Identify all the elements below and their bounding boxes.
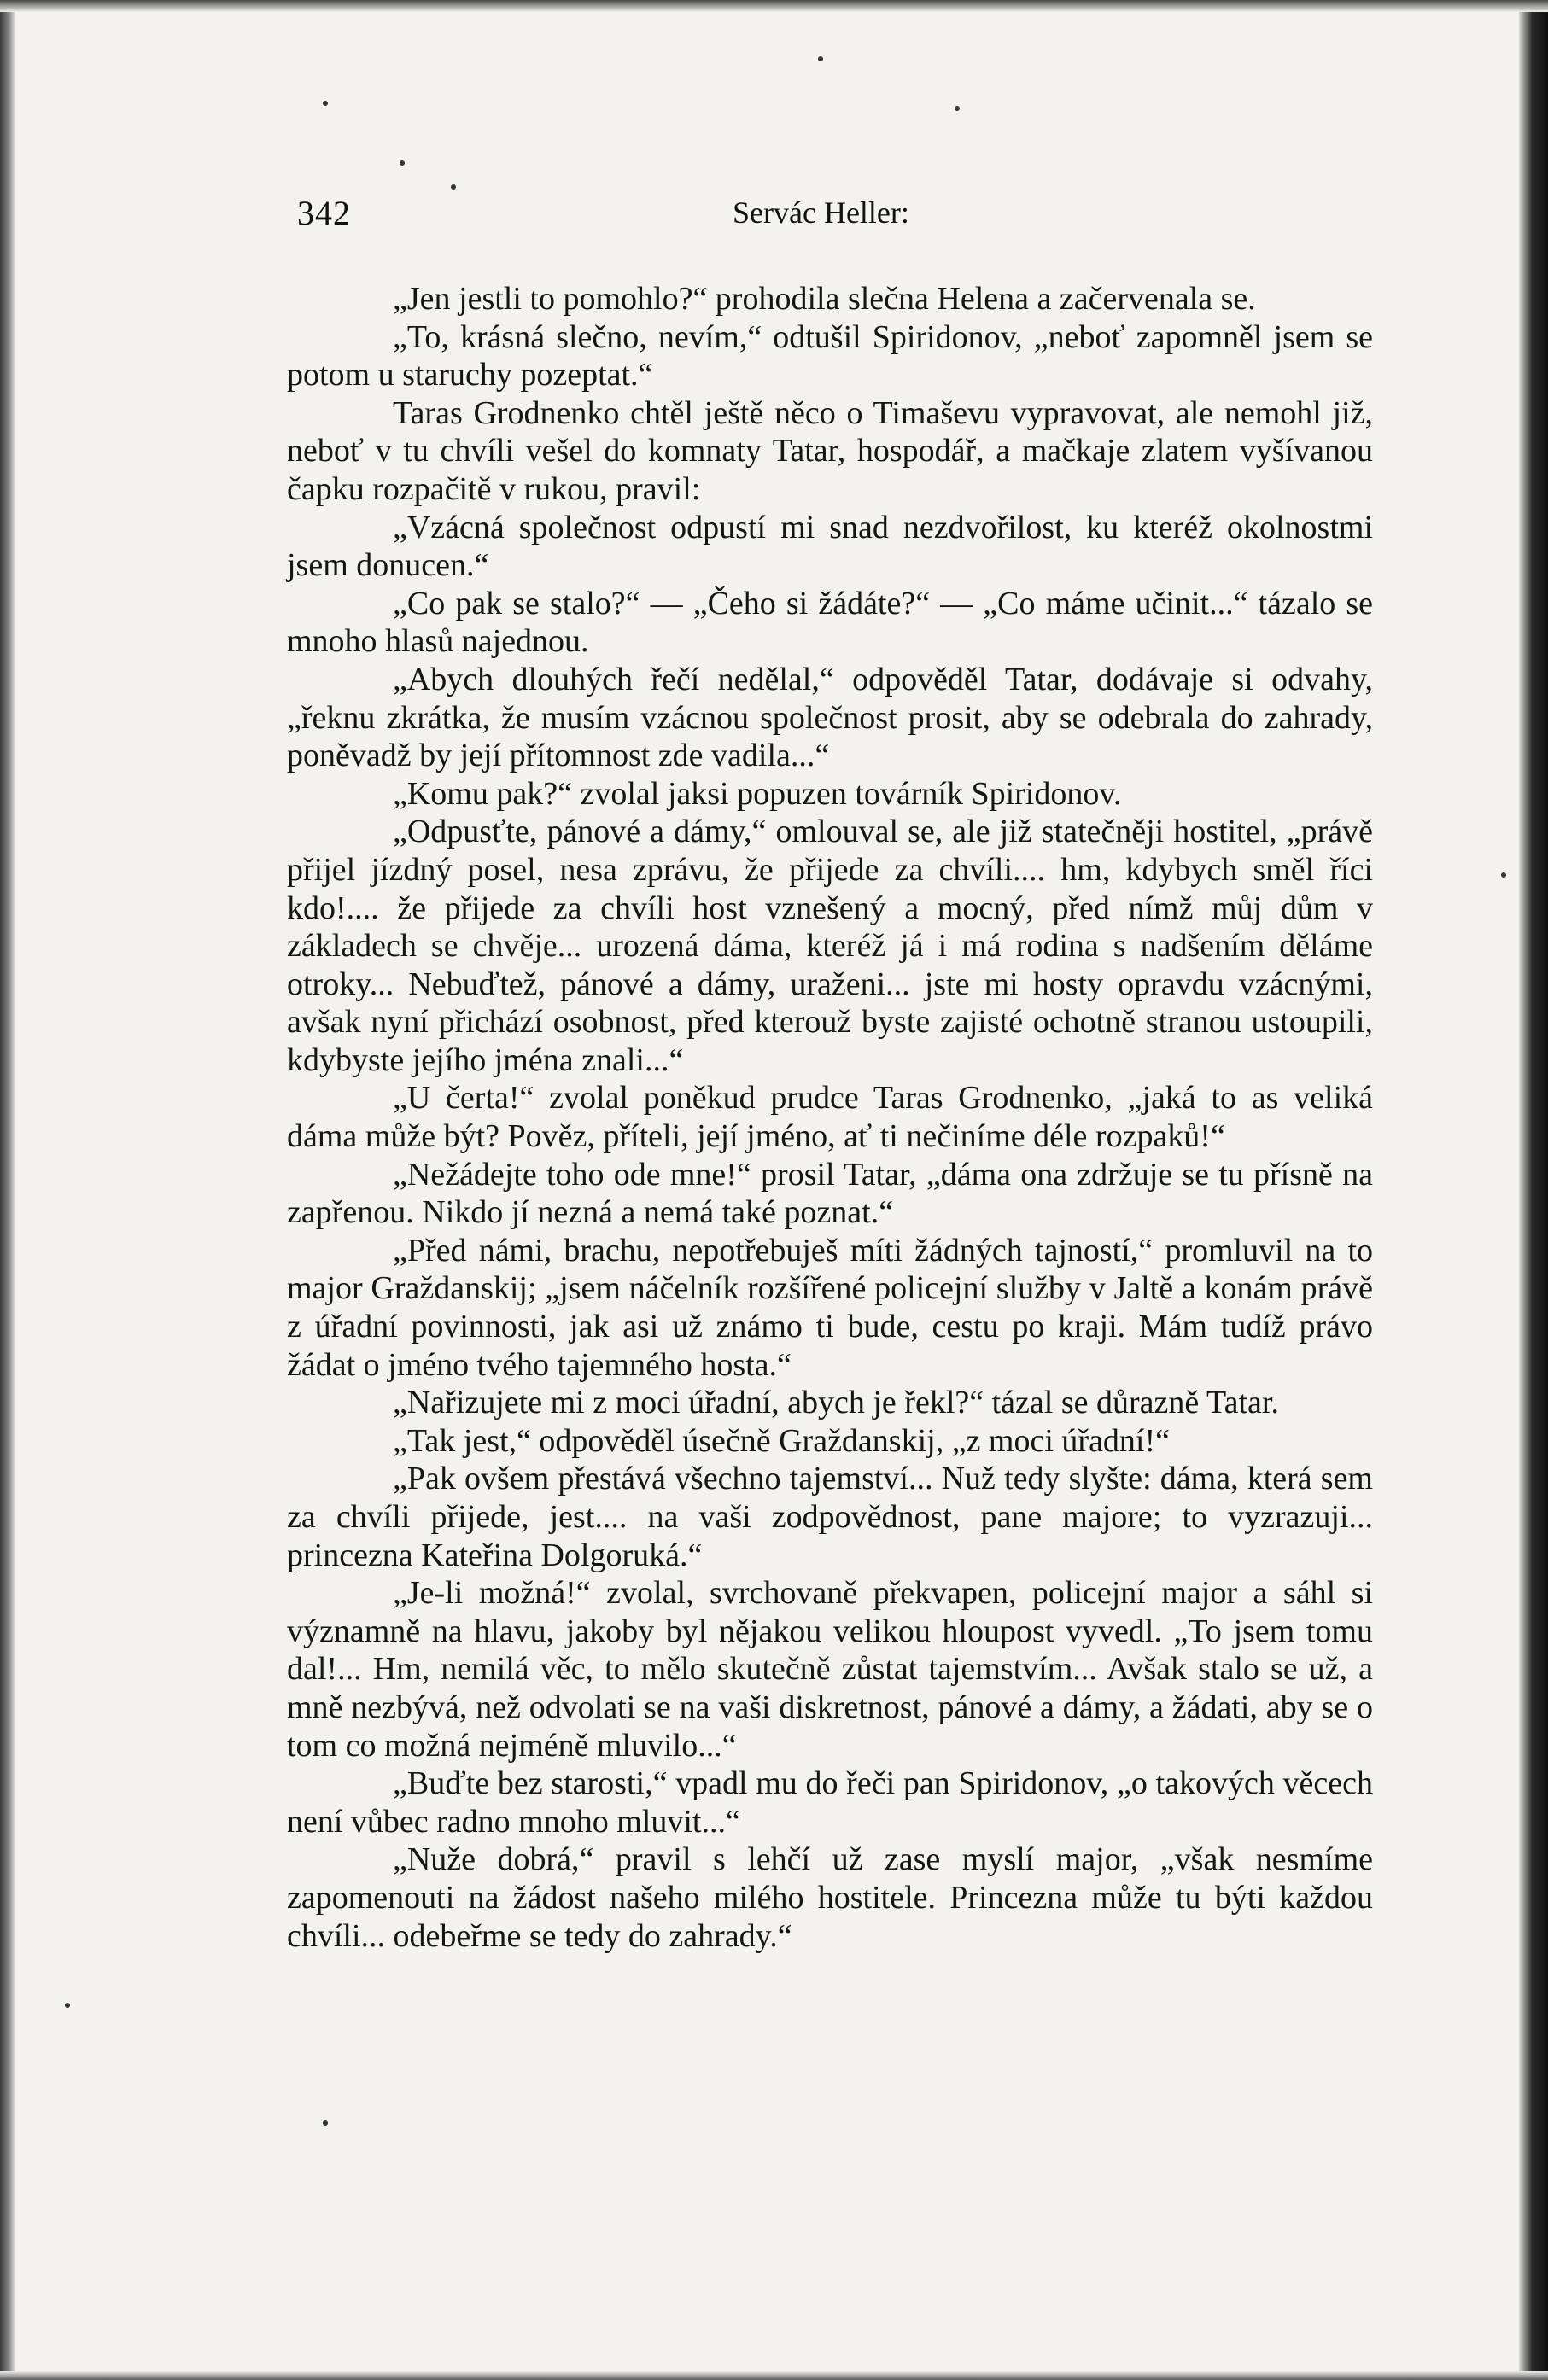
page-number: 342: [297, 194, 351, 232]
page-right-edge-shadow: [1519, 0, 1548, 2380]
paragraph: „Buďte bez starosti,“ vpadl mu do řeči pan Spiridonov, „o takových věcech není vůbec radno mnoho mluvit...“: [287, 1765, 1373, 1840]
paragraph: Taras Grodnenko chtěl ještě něco o Timaševu vypravovat, ale nemohl již, neboť v tu chvíli vešel do komnaty Tatar, hospodář, a mačkaje zlatem vyšívanou čapku rozpačitě v rukou, pravil:: [287, 394, 1373, 507]
scan-speck: [955, 106, 960, 111]
paragraph: „Odpusťte, pánové a dámy,“ omlouval se, ale již statečněji hostitel, „právě přijel jízdný posel, nesa zprávu, že přijede za chvíli.... hm, kdybych směl říci kdo!.... že přijede za chvíli host vznešený a mocný, před nímž můj dům v základech se chvěje... urozená dáma, kteréž já i má rodina s nadšením děláme otroky... Nebuďtež, pánové a dámy, uraženi... jste mi hosty opravdu vzácnými, avšak nyní přichází osobnost, před kterouž byste zajisté ochotně stranou ustoupili, kdybyste jejího jména znali...“: [287, 814, 1373, 1078]
paragraph: „Před námi, brachu, nepotřebuješ míti žádných tajností,“ promluvil na to major Graždanskij; „jsem náčelník rozšířené policejní služby v Jaltě a konám právě z úřadní povinnosti, jak asi už známo ti bude, cestu po kraji. Mám tudíž právo žádat o jméno tvého tajemného hosta.“: [287, 1232, 1373, 1383]
paragraph: „Vzácná společnost odpustí mi snad nezdvořilost, ku kteréž okolnostmi jsem donucen.“: [287, 509, 1373, 584]
page-bottom-edge-shadow: [0, 2371, 1548, 2380]
page-header: [297, 193, 1378, 237]
scan-speck: [1501, 872, 1506, 878]
paragraph: „Jen jestli to pomohlo?“ prohodila slečna Helena a začervenala se.: [393, 281, 1256, 317]
paragraph: „Nuže dobrá,“ pravil s lehčí už zase myslí major, „však nesmíme zapomenouti na žádost našeho milého hostitele. Princezna může tu býti každou chvíli... odebeřme se tedy do zahrady.“: [287, 1841, 1373, 1954]
paragraph: „Tak jest,“ odpověděl úsečně Graždanskij, „z moci úřadní!“: [393, 1422, 1171, 1459]
paragraph: „To, krásná slečno, nevím,“ odtušil Spiridonov, „neboť zapomněl jsem se potom u staruchy pozeptat.“: [287, 318, 1373, 394]
scan-speck: [323, 2120, 328, 2126]
scan-speck: [451, 184, 456, 190]
scan-speck: [400, 160, 405, 166]
paragraph: „Co pak se stalo?“ — „Čeho si žádáte?“ — „Co máme učinit...“ tázalo se mnoho hlasů najednou.: [287, 585, 1373, 660]
page-top-edge-shadow: [0, 0, 1548, 12]
paragraph: „Pak ovšem přestává všechno tajemství... Nuž tedy slyšte: dáma, která sem za chvíli přijede, jest.... na vaši zodpovědnost, pane majore; to vyzrazuji... princezna Kateřina Dolgoruká.“: [287, 1461, 1373, 1573]
scan-speck: [65, 2003, 70, 2008]
paragraph: „Je-li možná!“ zvolal, svrchovaně překvapen, policejní major a sáhl si významně na hlavu, jakoby byl nějakou velikou hloupost vyvedl. „To jsem tomu dal!... Hm, nemilá věc, to mělo skutečně zůstat tajemstvím... Avšak stalo se už, a mně nezbývá, než odvolati se na vaši diskretnost, pánové a dámy, a žádati, aby se o tom co možná nejméně mluvilo...“: [287, 1575, 1373, 1764]
page-left-edge-shadow: [0, 0, 15, 2380]
scan-speck: [323, 101, 328, 106]
paragraph: „Abych dlouhých řečí nedělal,“ odpověděl Tatar, dodávaje si odvahy, „řeknu zkrátka, že musím vzácnou společnost prosit, aby se odebrala do zahrady, poněvadž by její přítomnost zde vadila...“: [287, 661, 1373, 774]
paragraph: „Nařizujete mi z moci úřadní, abych je řekl?“ tázal se důrazně Tatar.: [393, 1385, 1279, 1421]
paragraph: „U čerta!“ zvolal poněkud prudce Taras Grodnenko, „jaká to as veliká dáma může být? Pověz, příteli, její jméno, ať ti nečiníme déle rozpaků!“: [287, 1080, 1373, 1155]
body-text: [287, 280, 1373, 1955]
paragraph: „Komu pak?“ zvolal jaksi popuzen továrník Spiridonov.: [393, 775, 1122, 812]
paragraph: „Nežádejte toho ode mne!“ prosil Tatar, „dáma ona zdržuje se tu přísně na zapřenou. Nikdo jí nezná a nemá také poznat.“: [287, 1156, 1373, 1231]
scan-speck: [818, 56, 823, 61]
running-title: Servác Heller:: [733, 195, 909, 230]
